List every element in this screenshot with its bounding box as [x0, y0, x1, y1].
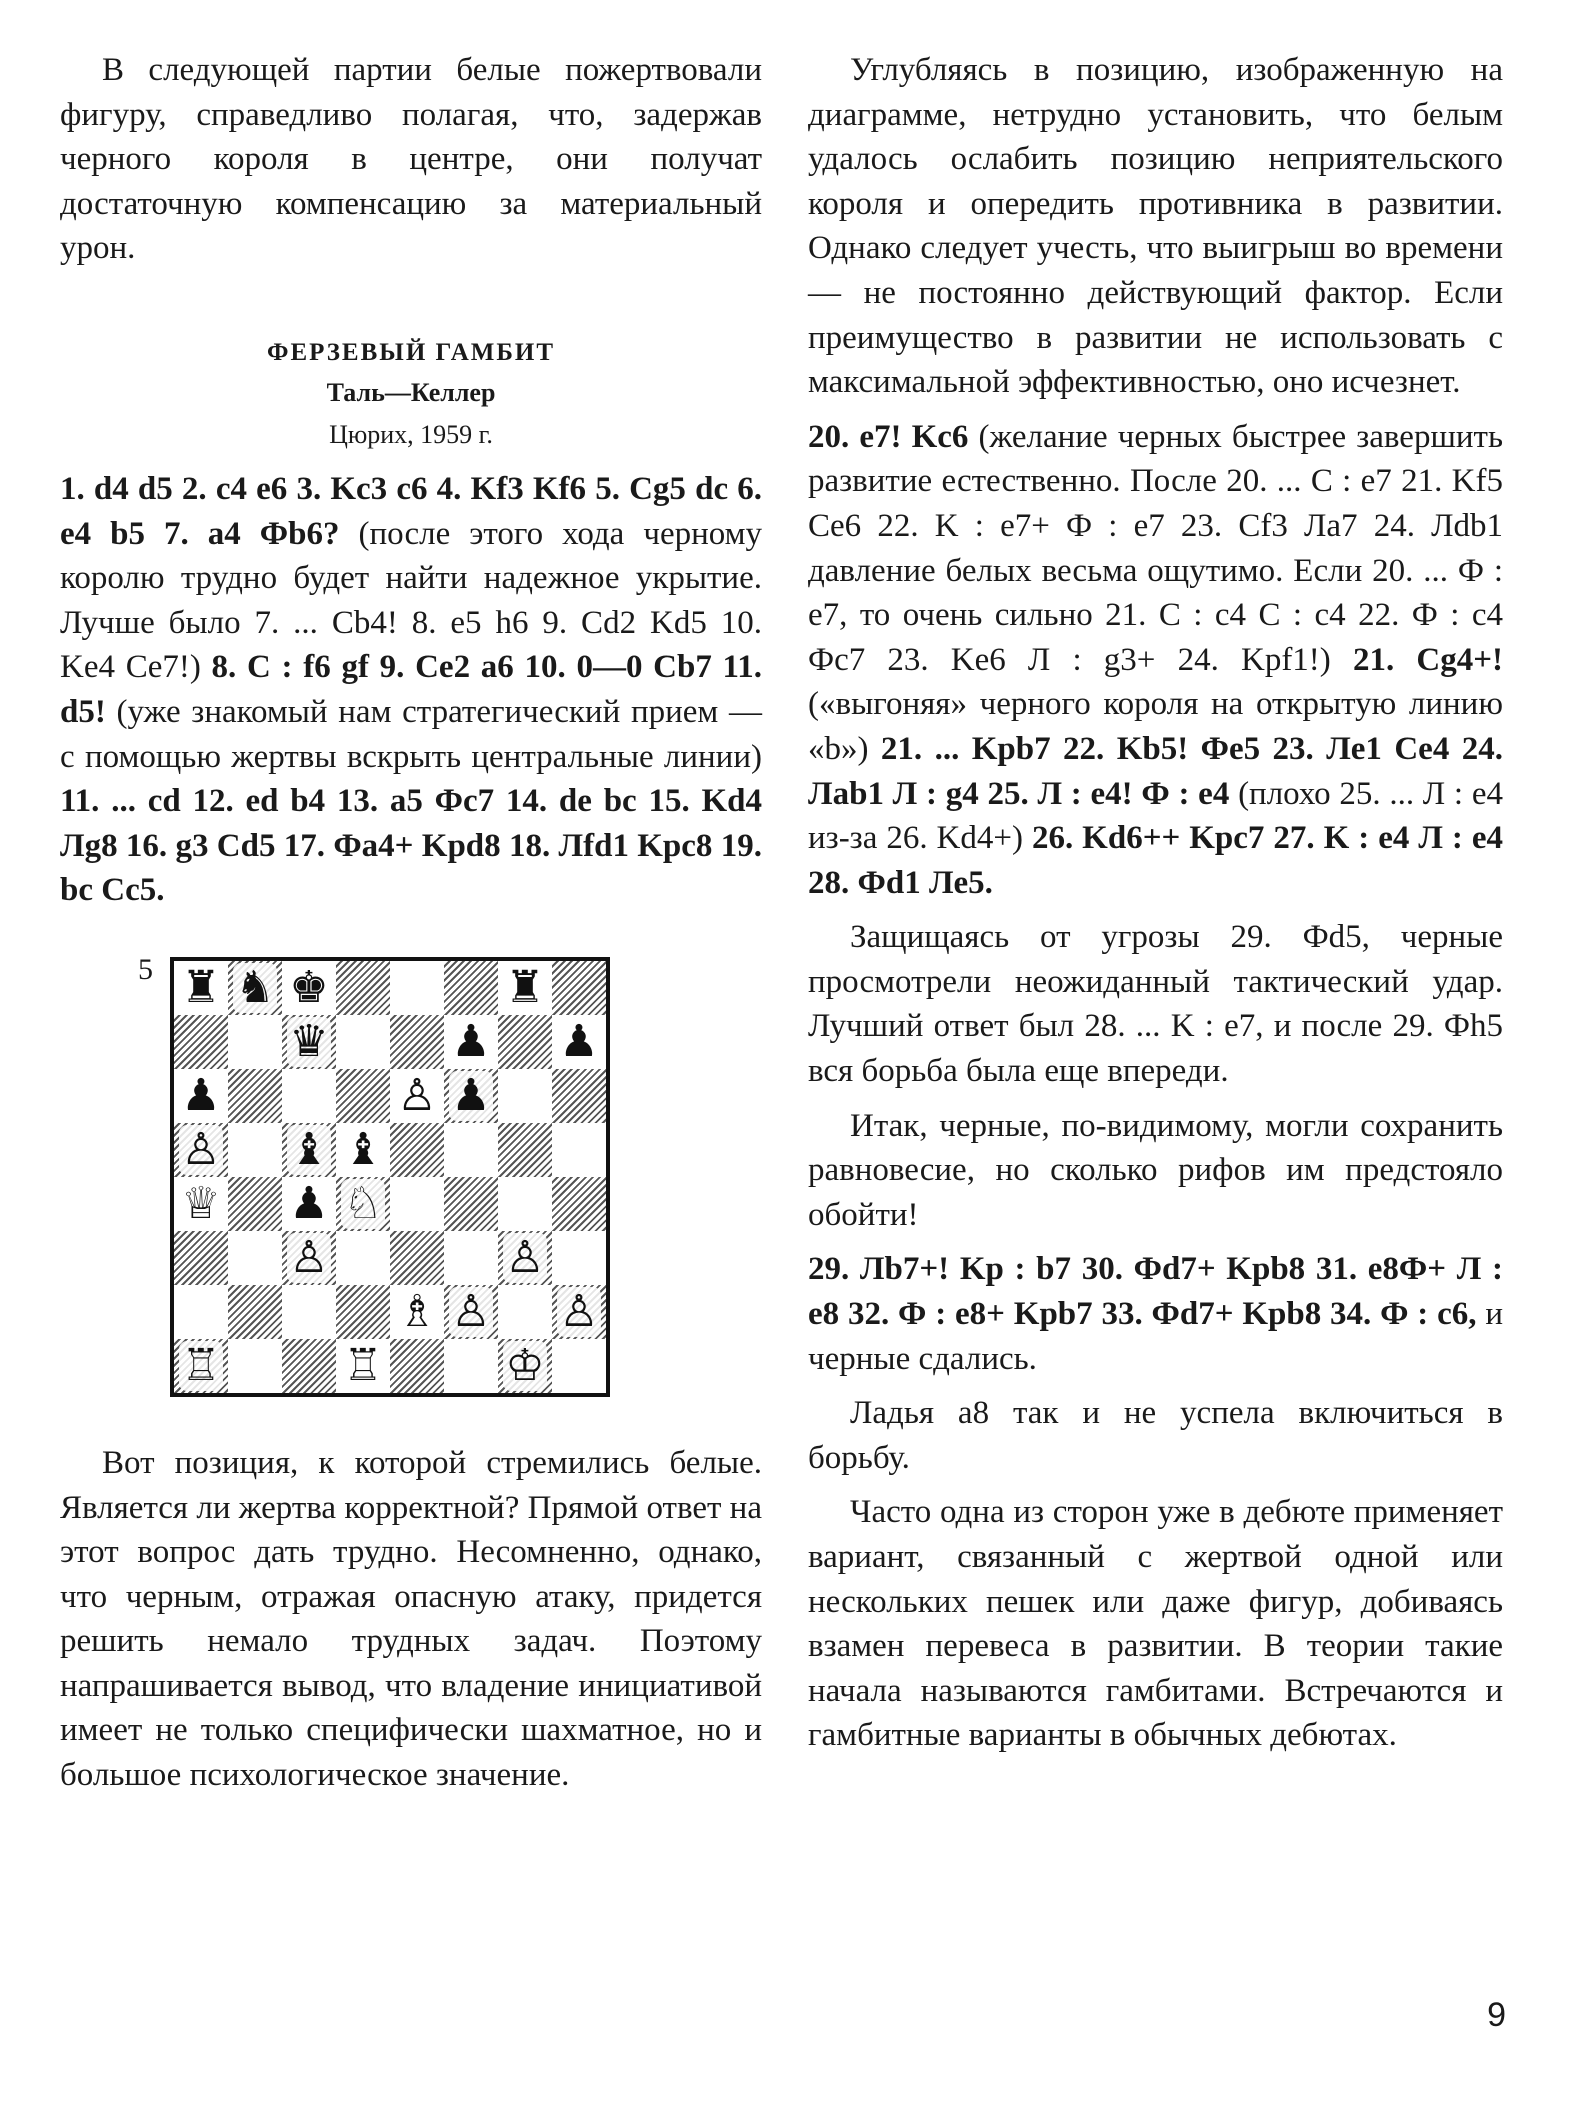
square-c8	[282, 961, 336, 1015]
note-a: (после этого хода черному королю трудно будет найти надежное укрытие. Лучше было 7. ... Cb4! 8. e5 h6 9. Cd2 Kd5 10. Ke4 Ce7!)	[60, 515, 762, 686]
square-c2	[282, 1285, 336, 1339]
chess-piece-icon: ♙	[289, 1231, 329, 1283]
after-diagram-paragraph: Вот позиция, к которой стремились белые. Является ли жертва корректной? Прямой ответ на этот вопрос дать трудно. Несомненно, однако, что черным, отражая опасную атаку, придется решить немало трудных задач. Поэтому напрашивается вывод, что владение инициативой имеет не только специфически шахматное, но и большое психологическое значение.	[60, 1444, 762, 1794]
square-d5	[336, 1123, 390, 1177]
square-g8	[498, 961, 552, 1015]
square-e8	[390, 961, 444, 1015]
square-e6	[390, 1069, 444, 1123]
square-h3	[552, 1231, 606, 1285]
square-g1	[498, 1339, 552, 1393]
square-f1	[444, 1339, 498, 1393]
game-players: Таль—Келлер	[326, 377, 496, 407]
moves-c: 11. ... cd 12. ed b4 13. a5 Фc7 14. de bc 15. Kd4 Лg8 16. g3 Cd5 17. Фa4+ Kpd8 18. Лfd1 Kpc8 19. bc Cc5.	[60, 783, 762, 909]
square-a7	[174, 1015, 228, 1069]
square-a5	[174, 1123, 228, 1177]
chess-piece-icon: ♙	[505, 1231, 545, 1283]
page-number: 9	[1487, 1996, 1506, 2034]
square-e1	[390, 1339, 444, 1393]
square-d6	[336, 1069, 390, 1123]
chess-piece-icon: ♔	[505, 1339, 545, 1391]
chess-piece-icon: ♜	[505, 961, 545, 1013]
square-f3	[444, 1231, 498, 1285]
square-a1	[174, 1339, 228, 1393]
game-moves-paragraph	[60, 467, 762, 913]
rook-paragraph: Ладья a8 так и не успела включиться в борьбу.	[808, 1395, 1503, 1476]
square-f2	[444, 1285, 498, 1339]
note-f: (плохо 25. ... Л : e4 из-за 26. Kd4+)	[808, 775, 1503, 857]
square-g3	[498, 1231, 552, 1285]
final-moves-paragraph	[808, 1247, 1503, 1381]
chess-piece-icon: ♝	[343, 1123, 383, 1175]
chess-piece-icon: ♜	[181, 961, 221, 1013]
chess-piece-icon: ♟	[451, 1069, 491, 1121]
square-b2	[228, 1285, 282, 1339]
square-h1	[552, 1339, 606, 1393]
square-a3	[174, 1231, 228, 1285]
note-e: («выгоняя» черного короля на открытую линию «b»)	[808, 686, 1503, 767]
square-d3	[336, 1231, 390, 1285]
analysis-paragraph: Углубляясь в позицию, изображенную на диаграмме, нетрудно установить, что белым удалось ослабить позицию неприятельского короля и опередить противника в развитии. Однако следует учесть, что выигрыш во времени — не постоянно действующий фактор. Если преимущество в развитии не использовать с максимальной эффективностью, оно исчезнет.	[808, 52, 1503, 401]
intro-paragraph: В следующей партии белые пожертвовали фигуру, справедливо полагая, что, задержав черного короля в центре, они получат достаточную компенсацию за материальный урон.	[60, 52, 762, 267]
square-c5	[282, 1123, 336, 1177]
chess-piece-icon: ♙	[451, 1285, 491, 1337]
moves-h: 29. Лb7+! Kp : b7 30. Фd7+ Kpb8 31. e8Ф+ Л : e8 32. Ф : e8+ Kpb7 33. Фd7+ Kpb8 34. Ф : c6,	[808, 1251, 1503, 1333]
note-b: (уже знакомый нам стратегический прием — с помощью жертвы вскрыть центральные линии)	[60, 693, 762, 775]
square-c7	[282, 1015, 336, 1069]
square-e3	[390, 1231, 444, 1285]
square-g5	[498, 1123, 552, 1177]
chess-piece-icon: ♟	[451, 1015, 491, 1067]
chess-piece-icon: ♞	[235, 961, 275, 1013]
chess-piece-icon: ♚	[289, 961, 329, 1013]
chess-piece-icon: ♖	[181, 1339, 221, 1391]
chess-piece-icon: ♙	[181, 1123, 221, 1175]
moves-g: 26. Kd6++ Kpc7 27. K : e4 Л : e4 28. Фd1 Лe5.	[808, 820, 1503, 901]
square-b5	[228, 1123, 282, 1177]
square-d8	[336, 961, 390, 1015]
square-g7	[498, 1015, 552, 1069]
square-h8	[552, 961, 606, 1015]
left-column	[60, 48, 762, 1798]
chess-piece-icon: ♟	[181, 1069, 221, 1121]
square-h4	[552, 1177, 606, 1231]
square-b6	[228, 1069, 282, 1123]
square-a4	[174, 1177, 228, 1231]
game-place: Цюрих, 1959 г.	[329, 419, 493, 449]
chess-piece-icon: ♗	[397, 1285, 437, 1337]
square-g2	[498, 1285, 552, 1339]
square-a8	[174, 961, 228, 1015]
diagram-number: 5	[138, 952, 153, 986]
chess-piece-icon: ♙	[559, 1285, 599, 1337]
equilibrium-paragraph: Итак, черные, по-видимому, могли сохранить равновесие, но сколько рифов им предстояло обойти!	[808, 1107, 1503, 1233]
note-h: и черные сдались.	[808, 1296, 1503, 1377]
chess-piece-icon: ♕	[181, 1177, 221, 1229]
square-h6	[552, 1069, 606, 1123]
chess-piece-icon: ♘	[343, 1177, 383, 1229]
chess-piece-icon: ♟	[289, 1177, 329, 1229]
chess-piece-icon: ♙	[397, 1069, 437, 1121]
game-continuation-paragraph	[808, 415, 1503, 906]
right-column	[808, 48, 1503, 1758]
square-c4	[282, 1177, 336, 1231]
square-g4	[498, 1177, 552, 1231]
chess-piece-icon: ♝	[289, 1123, 329, 1175]
square-a6	[174, 1069, 228, 1123]
square-d2	[336, 1285, 390, 1339]
square-f8	[444, 961, 498, 1015]
opening-heading: ФЕРЗЕВЫЙ ГАМБИТ	[267, 338, 555, 366]
chess-piece-icon: ♟	[559, 1015, 599, 1067]
square-e2	[390, 1285, 444, 1339]
moves-a: 1. d4 d5 2. c4 e6 3. Kc3 c6 4. Kf3 Kf6 5. Cg5 dc 6. e4 b5 7. a4 Фb6?	[60, 470, 762, 552]
chess-piece-icon: ♛	[289, 1015, 329, 1067]
defense-paragraph: Защищаясь от угрозы 29. Фd5, черные просмотрели неожиданный тактический удар. Лучший ответ был 28. ... K : e7, и после 29. Фh5 вся борьба была еще впереди.	[808, 919, 1503, 1090]
square-g6	[498, 1069, 552, 1123]
square-b8	[228, 961, 282, 1015]
chess-piece-icon: ♖	[343, 1339, 383, 1391]
moves-b: 8. C : f6 gf 9. Ce2 a6 10. 0—0 Cb7 11. d5!	[60, 649, 762, 730]
chess-diagram	[60, 953, 762, 1401]
square-b3	[228, 1231, 282, 1285]
note-d: (желание черных быстрее завершить развитие естественно. После 20. ... C : e7 21. Kf5 Ce6 22. K : e7+ Ф : e7 23. Cf3 Лa7 24. Лdb1 давление белых весьма ощутимо. Если 20. ... Ф : e7, то очень сильно 21. C : c4 C : c4 22. Ф : c4 Фc7 23. Ke6 Л : g3+ 24. Kpf1!)	[808, 418, 1503, 678]
square-b1	[228, 1339, 282, 1393]
gambit-paragraph: Часто одна из сторон уже в дебюте применяет вариант, связанный с жертвой одной или нескольких пешек или даже фигур, добиваясь взамен перевеса в развитии. В теории такие начала называются гамбитами. Встречаются и гамбитные варианты в обычных дебютах.	[808, 1494, 1503, 1754]
moves-f: 21. ... Kpb7 22. Kb5! Фe5 23. Лe1 Ce4 24. Лab1 Л : g4 25. Л : e4! Ф : e4	[808, 730, 1503, 812]
square-c6	[282, 1069, 336, 1123]
square-a2	[174, 1285, 228, 1339]
square-c3	[282, 1231, 336, 1285]
square-f4	[444, 1177, 498, 1231]
square-b7	[228, 1015, 282, 1069]
square-d4	[336, 1177, 390, 1231]
square-b4	[228, 1177, 282, 1231]
square-h5	[552, 1123, 606, 1177]
square-h7	[552, 1015, 606, 1069]
moves-e: 21. Cg4+!	[1352, 641, 1503, 678]
square-f5	[444, 1123, 498, 1177]
square-d1	[336, 1339, 390, 1393]
moves-d: 20. e7! Kc6	[808, 418, 969, 455]
square-d7	[336, 1015, 390, 1069]
square-h2	[552, 1285, 606, 1339]
chess-board	[170, 957, 610, 1397]
square-e4	[390, 1177, 444, 1231]
square-f6	[444, 1069, 498, 1123]
square-e7	[390, 1015, 444, 1069]
square-c1	[282, 1339, 336, 1393]
square-e5	[390, 1123, 444, 1177]
square-f7	[444, 1015, 498, 1069]
